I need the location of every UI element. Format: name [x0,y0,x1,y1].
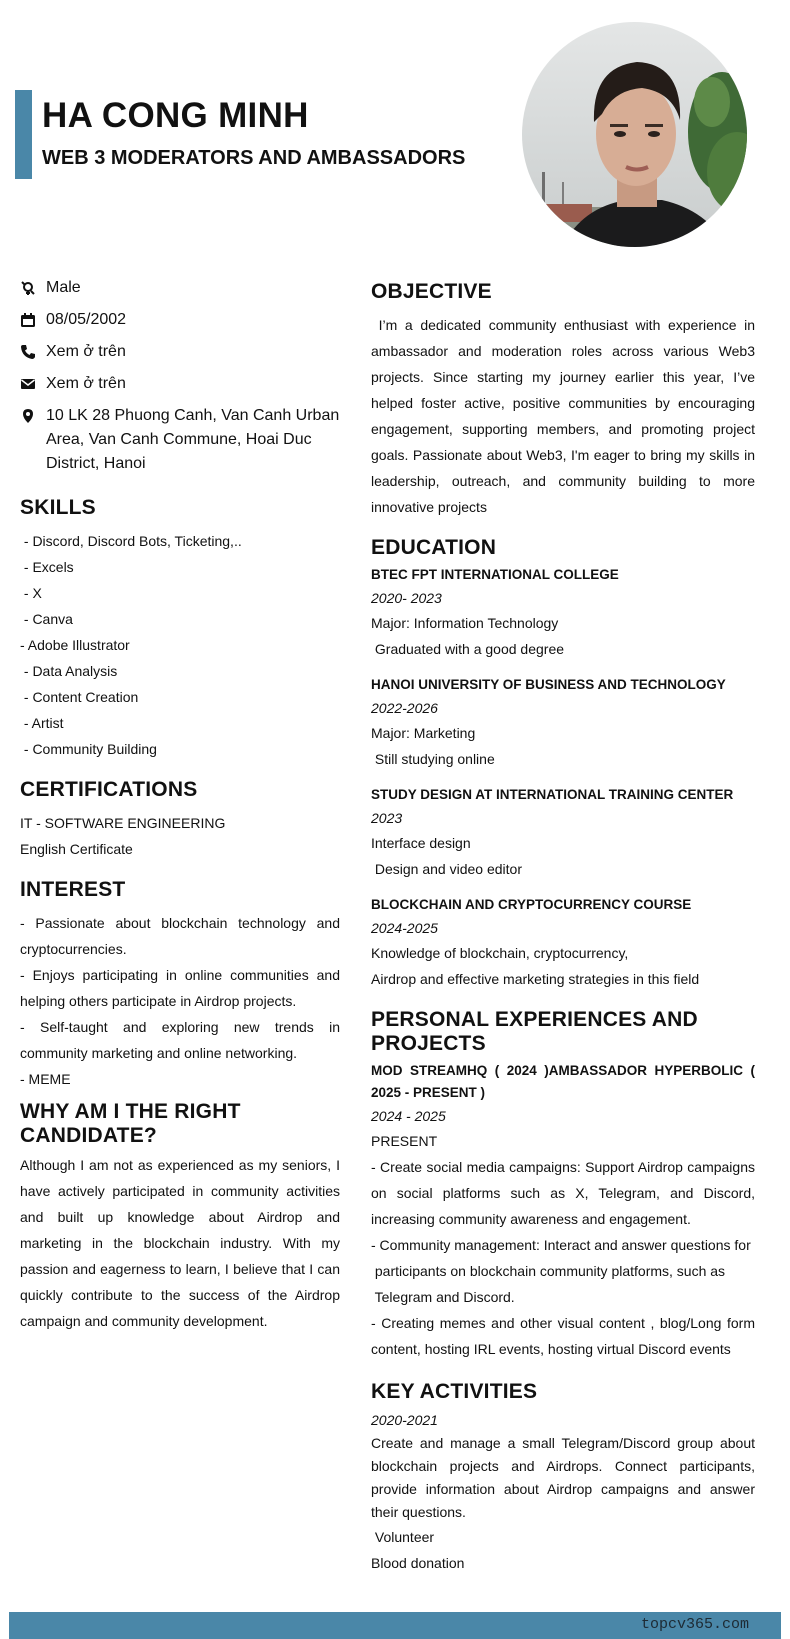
left-column [20,276,340,1334]
education-detail: Major: Marketing [371,725,476,741]
education-detail: Major: Information Technology [371,615,559,631]
experience-bullet: participants on blockchain community platforms, such as [371,1263,726,1279]
why-section [20,1100,340,1334]
activities-text: Create and manage a small Telegram/Discord group about blockchain projects and Airdrops. Connect participants, provide information about Airdrop campaigns and answer their questions. [371,1435,755,1520]
experience-heading: MOD STREAMHQ ( 2024 )AMBASSADOR HYPERBOLIC ( 2025 - PRESENT ) [371,1063,755,1100]
education-detail: Graduated with a good degree [371,641,565,657]
calendar-icon [20,308,46,332]
interest-item: - Enjoys participating in online communities and helping others participate in Airdrop projects. [20,967,340,1009]
education-entry [371,894,755,992]
education-entry [371,674,755,772]
contact-birthdate [20,308,340,332]
activities-detail: Blood donation [371,1555,465,1571]
education-detail: Airdrop and effective marketing strategies in this field [371,971,700,987]
education-school: BTEC FPT INTERNATIONAL COLLEGE [371,567,619,582]
candidate-name: HA CONG MINH [42,96,309,135]
certification-item: English Certificate [20,841,133,857]
education-date: 2023 [371,810,403,826]
education-detail: Still studying online [371,751,495,767]
skill-item: - Excels [20,559,74,575]
interest-item: - MEME [20,1071,71,1087]
skill-item: - Community Building [20,741,157,757]
education-date: 2022-2026 [371,700,438,716]
footer-brand[interactable]: topcv365.com [640,1616,749,1633]
objective-title: OBJECTIVE [371,280,492,303]
education-school: BLOCKCHAIN AND CRYPTOCURRENCY COURSE [371,897,692,912]
contact-list [20,276,340,476]
education-school: STUDY DESIGN AT INTERNATIONAL TRAINING CENTER [371,787,734,802]
activities-section [371,1380,755,1576]
experience-title: PERSONAL EXPERIENCES AND PROJECTS [371,1008,698,1055]
skills-section [20,496,340,762]
activities-detail: Volunteer [371,1529,435,1545]
experience-bullet: - Creating memes and other visual content , blog/Long form content, hosting IRL events, hosting virtual Discord events [371,1315,755,1357]
certifications-title: CERTIFICATIONS [20,778,198,801]
experience-status: PRESENT [371,1133,438,1149]
resume-header [0,0,790,260]
experience-bullet: Telegram and Discord. [371,1289,515,1305]
envelope-icon [20,372,46,396]
interest-item: - Self-taught and exploring new trends in community marketing and online networking. [20,1019,340,1061]
interest-item: - Passionate about blockchain technology and cryptocurrencies. [20,915,340,957]
contact-phone-text: Xem ở trên [46,343,126,360]
certifications-section [20,778,340,862]
experience-bullet: - Community management: Interact and answer questions for [371,1237,751,1253]
skill-item: - Adobe Illustrator [20,637,130,653]
contact-gender-text: Male [46,279,81,296]
activities-title: KEY ACTIVITIES [371,1380,538,1403]
education-detail: Interface design [371,835,471,851]
contact-address-text: 10 LK 28 Phuong Canh, Van Canh Urban Area, Van Canh Commune, Hoai Duc District, Hanoi [46,407,340,472]
why-title: WHY AM I THE RIGHT CANDIDATE? [20,1100,241,1147]
skill-item: - Canva [20,611,73,627]
footer-bar [9,1612,781,1639]
skills-title: SKILLS [20,496,96,519]
gender-icon [20,276,46,300]
objective-text: I’m a dedicated community enthusiast with experience in ambassador and moderation roles across various Web3 projects. Since starting my journey earlier this year, I’ve helped foster active, positive communities by encouraging engagement, supporting members, and promoting project goals. Passionate about Web3, I'm eager to bring my skills in leadership, outreach, and community building to more innovative projects [371,317,759,515]
why-text: Although I am not as experienced as my seniors, I have actively participated in community activities and built up knowledge about Airdrop and marketing in the blockchain industry. With my passion and eagerness to learn, I believe that I can quickly contribute to the success of the Airdrop campaign and community development. [20,1157,340,1329]
contact-birthdate-text: 08/05/2002 [46,311,127,328]
experience-date: 2024 - 2025 [371,1108,446,1124]
phone-icon [20,340,46,364]
education-entry [371,564,755,662]
contact-address [20,404,340,476]
contact-email [20,372,340,396]
contact-gender [20,276,340,300]
education-entry [371,784,755,882]
education-date: 2020- 2023 [371,590,442,606]
skill-item: - Artist [20,715,64,731]
candidate-role: WEB 3 MODERATORS AND AMBASSADORS [42,147,466,169]
interest-section [20,878,340,1092]
right-column [371,280,759,1576]
skill-item: - Content Creation [20,689,139,705]
education-detail: Design and video editor [371,861,522,877]
experience-section [371,1008,755,1362]
education-title: EDUCATION [371,536,497,559]
accent-bar [15,90,32,179]
profile-photo [522,22,747,247]
education-school: HANOI UNIVERSITY OF BUSINESS AND TECHNOLOGY [371,677,726,692]
education-section [371,536,755,992]
education-detail: Knowledge of blockchain, cryptocurrency, [371,945,629,961]
location-pin-icon [20,404,46,428]
education-date: 2024-2025 [371,920,438,936]
activities-date: 2020-2021 [371,1412,438,1428]
contact-email-text: Xem ở trên [46,375,126,392]
skill-item: - Data Analysis [20,663,118,679]
skill-item: - X [20,585,42,601]
interest-title: INTEREST [20,878,126,901]
certification-item: IT - SOFTWARE ENGINEERING [20,815,226,831]
skill-item: - Discord, Discord Bots, Ticketing,.. [20,533,242,549]
experience-bullet: - Create social media campaigns: Support Airdrop campaigns on social platforms such as X, Telegram, and Discord, increasing community awareness and engagement. [371,1159,755,1227]
objective-section [371,280,759,520]
contact-phone [20,340,340,364]
